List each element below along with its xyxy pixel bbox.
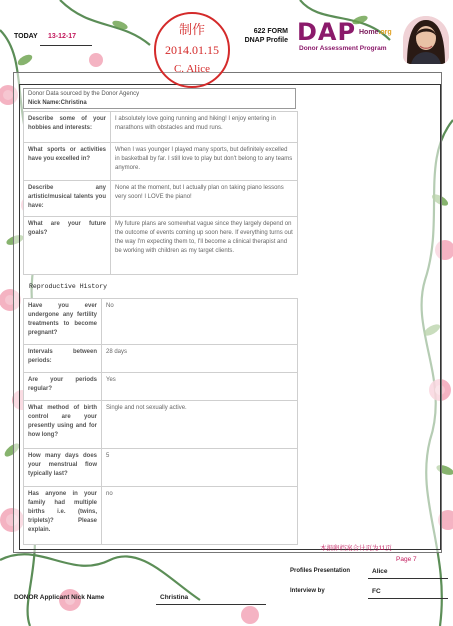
answer-cell: 5	[102, 449, 298, 487]
donor-photo	[403, 16, 449, 64]
answer-cell: No	[102, 299, 298, 345]
source-nick-name: Nick Name:Christina	[28, 100, 87, 106]
hobbies-table	[23, 111, 298, 275]
table-row	[24, 449, 298, 487]
question-cell: Describe any artistic/musical talents you have:	[24, 181, 111, 217]
interview-by-underline	[368, 598, 448, 599]
answer-cell: Yes	[102, 373, 298, 401]
approval-stamp	[154, 12, 230, 88]
source-title: Donor Data sourced by the Donor Agency	[28, 91, 140, 97]
today-date: 13-12-17	[48, 33, 77, 40]
table-row	[24, 112, 298, 143]
page-number: Page 7	[396, 556, 417, 563]
table-row	[24, 181, 298, 217]
reproductive-history-table	[23, 298, 298, 545]
total-pages-note: 本捐卵档案合计页为11页	[320, 545, 392, 552]
profiles-presentation-underline	[368, 578, 448, 579]
question-cell: What method of birth control are your presently using and for how long?	[24, 401, 102, 449]
answer-cell: None at the moment, but I actually plan on taking piano lessons very soon! I LOVE the piano!	[111, 181, 298, 217]
question-cell: What are your future goals?	[24, 217, 111, 275]
stamp-top-text: 制作	[178, 23, 205, 38]
stamp-name: C. Alice	[173, 63, 211, 75]
table-row	[24, 143, 298, 181]
question-cell: How many days does your menstrual flow typically last?	[24, 449, 102, 487]
donor-nick-name-underline	[156, 604, 266, 605]
question-cell: What sports or activities have you excelled in?	[24, 143, 111, 181]
logo-mark: DAP	[297, 18, 357, 46]
today-label: TODAY	[14, 33, 38, 40]
table-row	[24, 487, 298, 545]
donor-photo-illustration	[403, 16, 449, 64]
logo-domain	[359, 29, 392, 36]
answer-cell: I absolutely love going running and hiking! I enjoy entering in marathons with obstacles and mud runs.	[111, 112, 298, 143]
form-title: DNAP Profile	[244, 37, 288, 44]
stamp-date: 2014.01.15	[165, 43, 219, 57]
logo-subtitle: Donor Assessment Program	[299, 45, 387, 52]
answer-cell: no	[102, 487, 298, 545]
answer-cell: When I was younger I played many sports, but definitely excelled in basketball by far. I still love to play but don't belong to any teams anymore.	[111, 143, 298, 181]
logo-domain-name: Home	[359, 29, 379, 36]
donor-nick-name-value: Christina	[160, 594, 189, 601]
question-cell: Describe some of your hobbies and interests:	[24, 112, 111, 143]
answer-cell: 28 days	[102, 345, 298, 373]
question-cell: Have you ever undergone any fertility treatments to become pregnant?	[24, 299, 102, 345]
logo-domain-ext: .org	[378, 29, 392, 36]
form-number: 622 FORM	[253, 28, 288, 35]
today-underline	[40, 45, 92, 46]
question-cell: Has anyone in your family had multiple births i.e. (twins, triplets)? Please explain.	[24, 487, 102, 545]
interview-by-label: Interview by	[290, 588, 325, 594]
table-row	[24, 401, 298, 449]
donor-source-box	[23, 88, 296, 109]
table-row	[24, 299, 298, 345]
dap-logo	[297, 18, 403, 58]
table-row	[24, 345, 298, 373]
question-cell: Are your periods regular?	[24, 373, 102, 401]
answer-cell: My future plans are somewhat vague since they largely depend on the outcome of events coming up soon here. If everything turns out the way I'm expecting them to, I'll become a clinical therapist and be working with children as my target clients.	[111, 217, 298, 275]
interview-by-value: FC	[372, 588, 381, 595]
profiles-presentation-value: Alice	[372, 568, 388, 575]
reproductive-history-title: Reproductive History	[29, 283, 108, 290]
profiles-presentation-label: Profiles Presentation	[290, 568, 351, 574]
table-row	[24, 217, 298, 275]
table-row	[24, 373, 298, 401]
answer-cell: Single and not sexually active.	[102, 401, 298, 449]
question-cell: Intervals between periods:	[24, 345, 102, 373]
donor-nick-name-label: DONOR Applicant Nick Name	[14, 594, 105, 601]
